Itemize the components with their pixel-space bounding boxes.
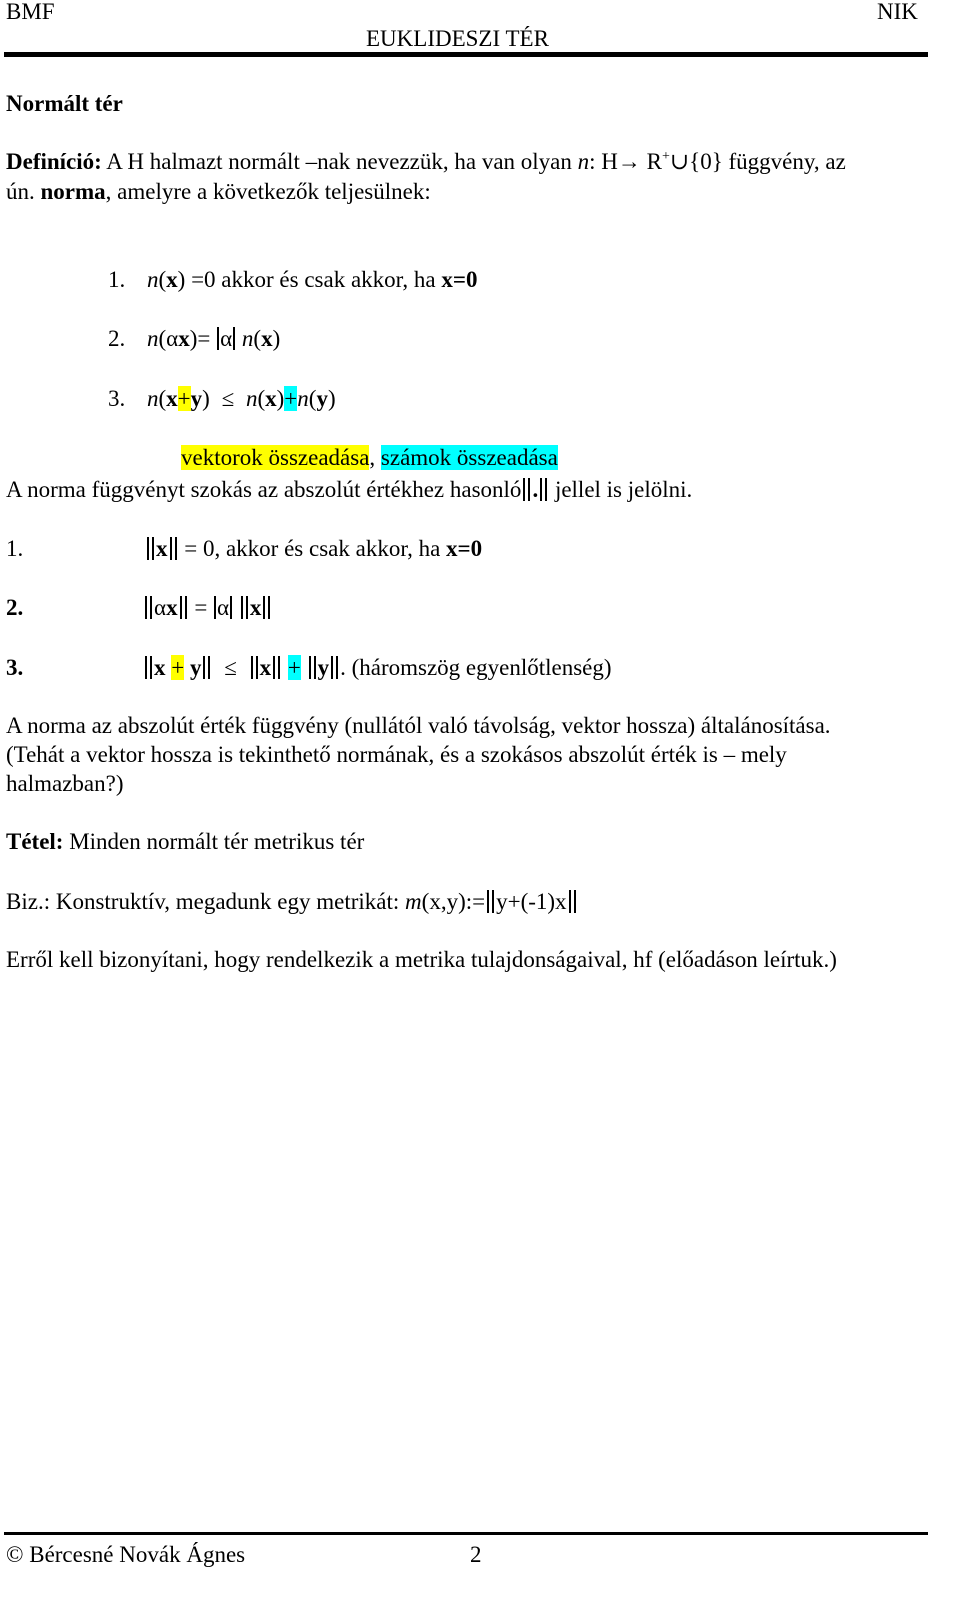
axiom-paren: ) bbox=[327, 386, 336, 411]
header-rule bbox=[4, 52, 928, 57]
note-comma: , bbox=[369, 445, 376, 470]
norm-bars bbox=[273, 656, 280, 683]
axiom-x: x bbox=[166, 267, 178, 292]
le-symbol: ≤ bbox=[224, 655, 237, 680]
abs-bar bbox=[214, 596, 216, 619]
definition-n: n bbox=[577, 149, 590, 174]
proof-args: (x,y):= bbox=[421, 889, 486, 914]
axiom-x: x bbox=[166, 386, 178, 411]
arrow-symbol: → bbox=[617, 149, 641, 174]
axiom-paren: ( bbox=[158, 386, 167, 411]
theorem-text: Minden normált tér metrikus tér bbox=[69, 829, 365, 854]
paragraph-line-1: A norma az abszolút érték függvény (nullától való távolság, vektor hossza) általánosítása. bbox=[6, 713, 831, 738]
alpha-symbol: α bbox=[154, 595, 167, 620]
abs-bar bbox=[233, 327, 235, 350]
axiom-paren: ( bbox=[253, 326, 262, 351]
header-right: NIK bbox=[877, 0, 918, 24]
norm-y: y bbox=[317, 655, 330, 680]
norm-x0: x=0 bbox=[446, 536, 483, 561]
norm-bars bbox=[263, 596, 270, 623]
norm-x: x bbox=[166, 595, 178, 620]
norm-axiom-1 bbox=[6, 537, 482, 564]
axiom-text: ) =0 akkor és csak akkor, ha bbox=[177, 267, 436, 292]
highlight-notes bbox=[181, 446, 558, 469]
definition-line-2 bbox=[6, 180, 431, 203]
axiom-n: n bbox=[147, 386, 159, 411]
definition-label: Definíció: bbox=[6, 149, 102, 174]
axiom-paren: ) bbox=[272, 326, 281, 351]
footer-author: © Bércesné Novák Ágnes bbox=[6, 1542, 246, 1567]
definition-text-2: : H bbox=[589, 149, 618, 174]
closing-text: Erről kell bizonyítani, hogy rendelkezik a metrika tulajdonságaival, hf (előadáson leírtuk.) bbox=[6, 947, 837, 972]
theorem-label: Tétel: bbox=[6, 829, 64, 854]
axiom-x0: x=0 bbox=[441, 267, 478, 292]
axiom-paren: ) bbox=[276, 386, 285, 411]
norm-x: x bbox=[259, 655, 272, 680]
le-symbol: ≤ bbox=[221, 386, 235, 411]
section-title: Normált tér bbox=[6, 91, 123, 116]
axiom-2 bbox=[108, 327, 280, 350]
norm-axiom-3 bbox=[6, 656, 612, 683]
norm-x: x bbox=[156, 536, 168, 561]
vectors-note: vektorok összeadása bbox=[181, 445, 370, 470]
axiom-num: 2. bbox=[108, 326, 126, 351]
header-left: BMF bbox=[6, 0, 55, 24]
axiom-num: 3. bbox=[108, 386, 126, 411]
axiom-1 bbox=[108, 268, 477, 291]
proof-m: m bbox=[405, 889, 422, 914]
norm-bars bbox=[145, 596, 152, 623]
norm-y: y bbox=[189, 655, 202, 680]
axiom-paren: ( bbox=[158, 267, 167, 292]
norm-bars bbox=[180, 596, 187, 623]
norm-axiom-2 bbox=[6, 596, 272, 623]
number-plus-highlight: + bbox=[287, 655, 301, 680]
axiom-paren: ( bbox=[257, 386, 266, 411]
notation-line bbox=[6, 478, 692, 505]
footer-rule bbox=[4, 1532, 928, 1535]
axiom-n: n bbox=[245, 386, 258, 411]
norm-bars bbox=[309, 656, 316, 683]
norm-eq: = bbox=[194, 595, 208, 620]
definition-text-1: A H halmazt normált –nak nevezzük, ha van olyan bbox=[106, 149, 572, 174]
union-symbol: ∪ bbox=[669, 149, 690, 174]
theorem bbox=[6, 830, 364, 853]
axiom-y: y bbox=[190, 386, 203, 411]
axiom-x: x bbox=[265, 386, 277, 411]
axiom-paren: ) bbox=[202, 386, 210, 411]
norm-bars bbox=[569, 890, 576, 917]
definition-line2-a: ún. bbox=[6, 179, 35, 204]
norm-bars bbox=[145, 656, 152, 683]
norm-dot: . bbox=[340, 655, 346, 680]
vector-plus-highlight: + bbox=[177, 386, 191, 411]
axiom-num: 1. bbox=[108, 267, 126, 292]
norm-bars bbox=[241, 596, 248, 623]
page-number: 2 bbox=[470, 1542, 482, 1567]
axiom-eq: )= bbox=[189, 326, 211, 351]
header-title: EUKLIDESZI TÉR bbox=[366, 26, 549, 51]
definition-line2-b: , amelyre a következők teljesülnek: bbox=[105, 179, 431, 204]
norm-bars bbox=[170, 537, 177, 564]
norm-bars bbox=[487, 890, 494, 917]
number-plus-highlight: + bbox=[284, 386, 298, 411]
notation-before: A norma függvényt szokás az abszolút értékhez hasonló bbox=[6, 477, 522, 502]
norm-bars bbox=[251, 656, 258, 683]
norm-bars bbox=[203, 656, 210, 683]
notation-after: jellel is jelölni. bbox=[554, 477, 693, 502]
proof-expr: y+(-1)x bbox=[496, 889, 567, 914]
norm-axiom-num: 3. bbox=[6, 655, 24, 680]
alpha-symbol: α bbox=[220, 326, 233, 351]
paragraph-line-2: (Tehát a vektor hossza is tekinthető normának, és a szokásos abszolút érték is – mely bbox=[6, 742, 787, 767]
norm-axiom-text: = 0, akkor és csak akkor, ha bbox=[184, 536, 441, 561]
alpha-symbol: α bbox=[217, 595, 230, 620]
axiom-3 bbox=[108, 387, 336, 410]
axiom-n: n bbox=[241, 326, 254, 351]
definition-line-1 bbox=[6, 150, 846, 173]
definition-r: R bbox=[646, 149, 662, 174]
norm-axiom-num: 2. bbox=[6, 595, 24, 620]
norm-bars bbox=[523, 478, 530, 505]
abs-bar bbox=[230, 596, 232, 619]
axiom-n: n bbox=[147, 326, 159, 351]
proof-label: Biz.: Konstruktív, megadunk egy metrikát: bbox=[6, 889, 400, 914]
definition-text-3: {0} függvény, az bbox=[689, 149, 846, 174]
proof bbox=[6, 890, 578, 917]
axiom-x: x bbox=[178, 326, 190, 351]
norm-x: x bbox=[249, 595, 262, 620]
norm-axiom-num: 1. bbox=[6, 536, 24, 561]
definition-norma: norma bbox=[40, 179, 106, 204]
norm-x: x bbox=[154, 655, 166, 680]
axiom-n: n bbox=[147, 267, 159, 292]
notation-dot: . bbox=[532, 477, 539, 502]
numbers-note: számok összeadása bbox=[380, 445, 558, 470]
norm-bars bbox=[147, 537, 154, 564]
axiom-n: n bbox=[297, 386, 309, 411]
abs-bar bbox=[217, 327, 219, 350]
axiom-x: x bbox=[261, 326, 273, 351]
vector-plus-highlight: + bbox=[171, 655, 185, 680]
axiom-paren: (α bbox=[158, 326, 179, 351]
axiom-y: y bbox=[316, 386, 328, 411]
paragraph-line-3: halmazban?) bbox=[6, 771, 124, 796]
triangle-inequality-note: (háromszög egyenlőtlenség) bbox=[351, 655, 612, 680]
axiom-paren: ( bbox=[308, 386, 317, 411]
norm-bars bbox=[540, 478, 547, 505]
norm-bars bbox=[331, 656, 338, 683]
definition-plus: + bbox=[661, 149, 670, 164]
